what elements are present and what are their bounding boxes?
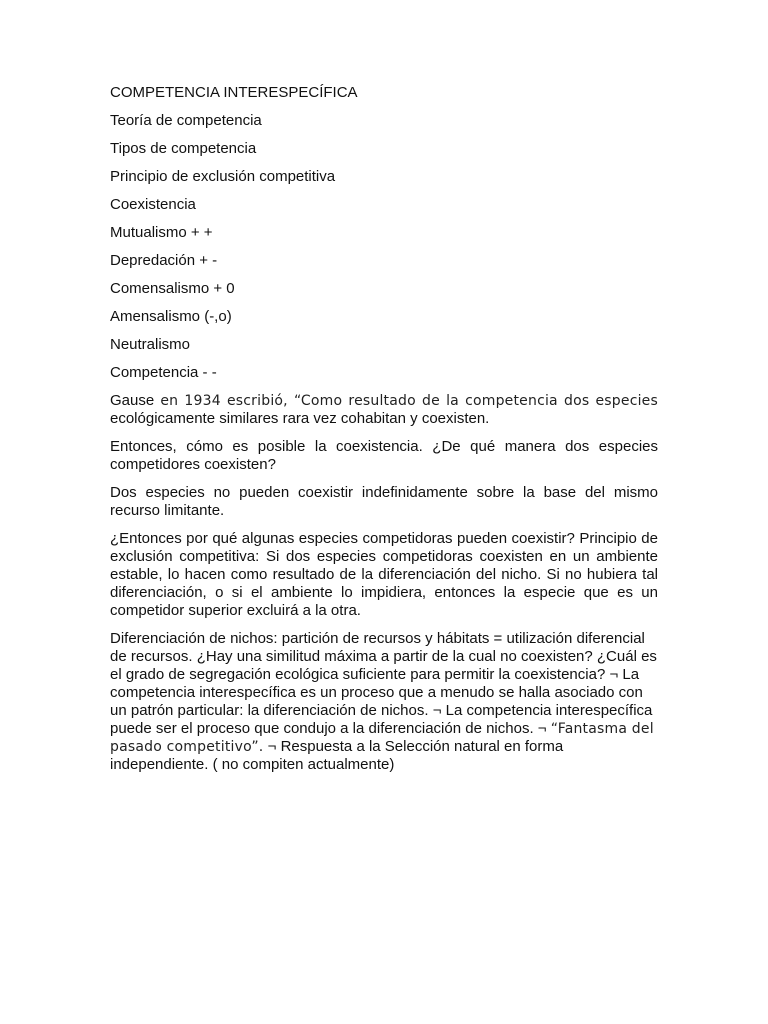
list-item: Teoría de competencia	[110, 112, 262, 129]
niche-text: Diferenciación de nichos: partición de recursos y hábitats = utilización diferencial de recursos. ¿Hay una similitud máxima a partir de la cual no coexisten? ¿Cuál es el grado de segregación ecológica suficiente para permitir la coexistencia? ¬ La competencia interespecífica es un proceso que a menudo se halla asociado con un patrón particular: la diferenciación de nichos. ¬ La competencia interespecífica puede ser el proceso que condujo a la diferenciación de nichos. ¬	[110, 630, 657, 737]
list-item: Depredación + -	[110, 252, 218, 269]
paragraph-limiting-resource: Dos especies no pueden coexistir indefinidamente sobre la base del mismo recurso limitante.	[110, 484, 658, 519]
paragraph-niche-differentiation	[110, 630, 658, 774]
gause-quote: en 1934 escribió, “Como resultado de la competencia dos especies	[154, 393, 658, 409]
list-item: Comensalismo + 0	[110, 280, 235, 297]
gause-quote-end: ecológicamente similares rara vez cohabitan y coexisten.	[110, 410, 490, 427]
paragraph-exclusion-principle: ¿Entonces por qué algunas especies competidoras pueden coexistir? Principio de exclusión competitiva: Si dos especies competidoras coexisten en un ambiente estable, lo hacen como resultado de la diferenciación del nicho. Si no hubiera tal diferenciación, o si el ambiente lo impidiera, entonces la especie que es un competidor superior excluirá a la otra.	[110, 530, 658, 619]
paragraph-gause	[110, 392, 658, 428]
list-item: Tipos de competencia	[110, 140, 257, 157]
gause-name: Gause	[110, 392, 155, 409]
list-item: Competencia - -	[110, 364, 217, 381]
paragraph-coexistence-question: Entonces, cómo es posible la coexistencia. ¿De qué manera dos especies competidores coexisten?	[110, 438, 658, 473]
document-body	[110, 84, 658, 784]
ghost-of-competition-past: “Fantasma del pasado competitivo”.	[110, 721, 654, 755]
document-title: COMPETENCIA INTERESPECÍFICA	[110, 84, 358, 101]
list-item: Coexistencia	[110, 196, 196, 213]
list-item: Amensalismo (-,o)	[110, 308, 232, 325]
list-item: Mutualismo + +	[110, 224, 213, 241]
niche-text-end: ¬ Respuesta a la Selección natural en forma independiente. ( no compiten actualmente)	[110, 738, 564, 773]
list-item: Neutralismo	[110, 336, 191, 353]
list-item: Principio de exclusión competitiva	[110, 168, 336, 185]
